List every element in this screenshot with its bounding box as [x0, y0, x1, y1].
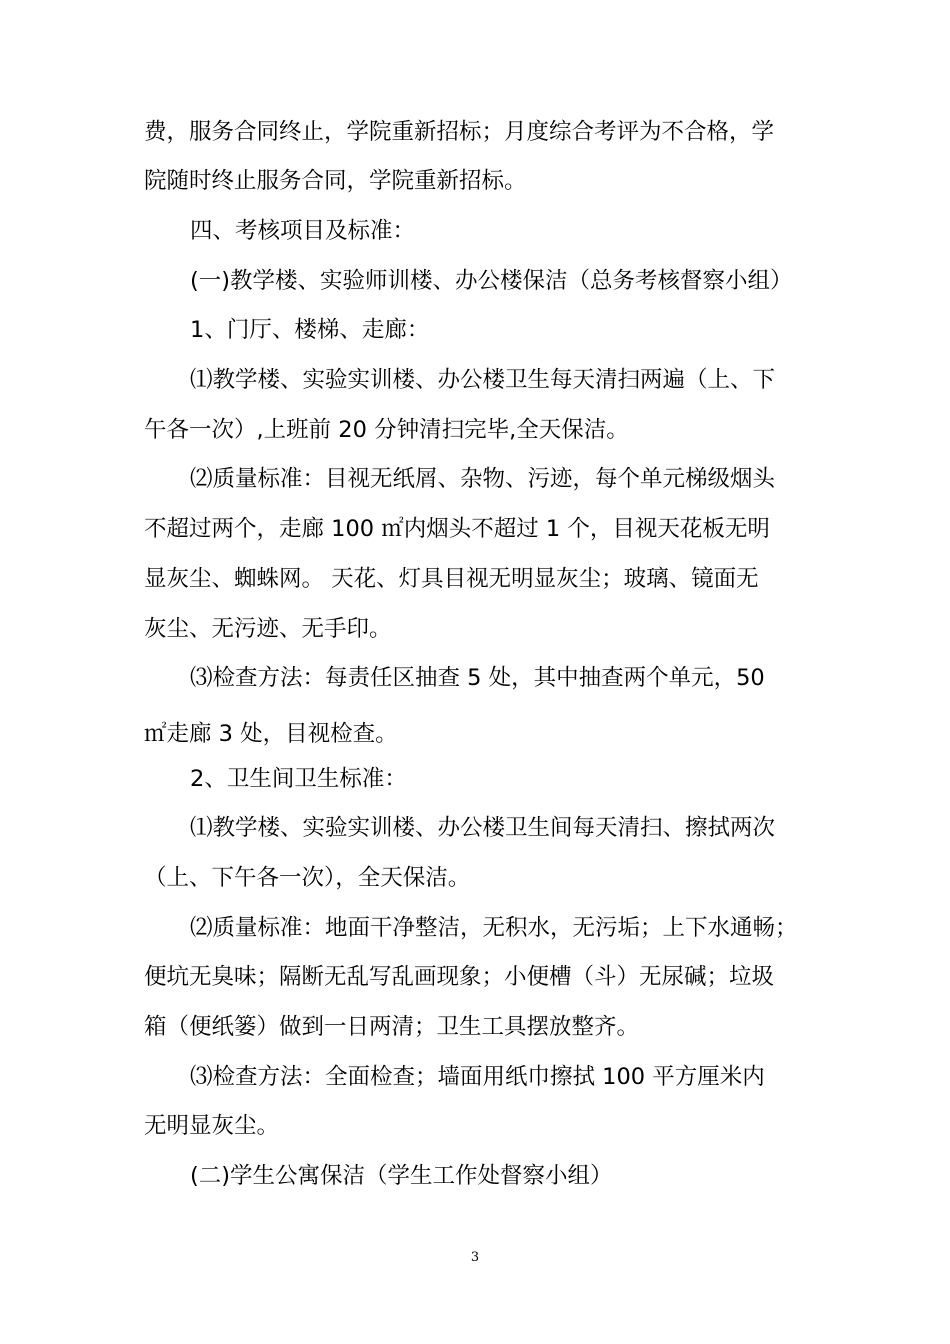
- text-line-17: ⑵质量标准：地面干净整洁，无积水，无污垢；上下水通畅；: [190, 915, 798, 941]
- subsection-heading-2: (二)学生公寓保洁（学生工作处督察小组）: [190, 1163, 613, 1189]
- text-line-10: 显灰尘、蜘蛛网。 天花、灯具目视无明显灰尘；玻璃、镜面无: [144, 566, 759, 592]
- page-number: 3: [470, 1250, 480, 1265]
- text-line-9: 不超过两个，走廊 100 ㎡内烟头不超过 1 个，目视天花板无明: [144, 516, 770, 542]
- text-line-7: 午各一次）,上班前 20 分钟清扫完毕,全天保洁。: [144, 417, 629, 443]
- text-line-19: 箱（便纸篓）做到一日两清；卫生工具摆放整齐。: [144, 1014, 640, 1040]
- text-line-2: 院随时终止服务合同，学院重新招标。: [144, 168, 527, 194]
- text-line-16: （上、下午各一次），全天保洁。: [144, 865, 471, 891]
- text-line-6: ⑴教学楼、实验实训楼、办公楼卫生每天清扫两遍（上、下: [190, 367, 776, 393]
- text-line-18: 便坑无臭味；隔断无乱写乱画现象；小便槽（斗）无尿碱；垃圾: [144, 964, 775, 990]
- subsection-heading-1: (一)教学楼、实验师训楼、办公楼保洁（总务考核督察小组）: [190, 268, 793, 294]
- text-line-11: 灰尘、无污迹、无手印。: [144, 616, 392, 642]
- text-line-13: ㎡走廊 3 处，目视检查。: [144, 721, 398, 747]
- item-heading-1: 1、门厅、楼梯、走廊：: [190, 317, 430, 343]
- text-line-12: ⑶检查方法：每责任区抽查 5 处，其中抽查两个单元，50: [190, 665, 765, 691]
- text-line-20: ⑶检查方法：全面检查；墙面用纸巾擦拭 100 平方厘米内: [190, 1064, 765, 1090]
- text-line-8: ⑵质量标准：目视无纸屑、杂物、污迹，每个单元梯级烟头: [190, 466, 776, 492]
- text-line-1: 费，服务合同终止，学院重新招标；月度综合考评为不合格，学: [144, 119, 775, 145]
- text-line-15: ⑴教学楼、实验实训楼、办公楼卫生间每天清扫、擦拭两次: [190, 815, 776, 841]
- text-line-21: 无明显灰尘。: [144, 1113, 280, 1139]
- section-heading-4: 四、考核项目及标准：: [190, 218, 416, 244]
- item-heading-2: 2、卫生间卫生标准：: [190, 766, 407, 792]
